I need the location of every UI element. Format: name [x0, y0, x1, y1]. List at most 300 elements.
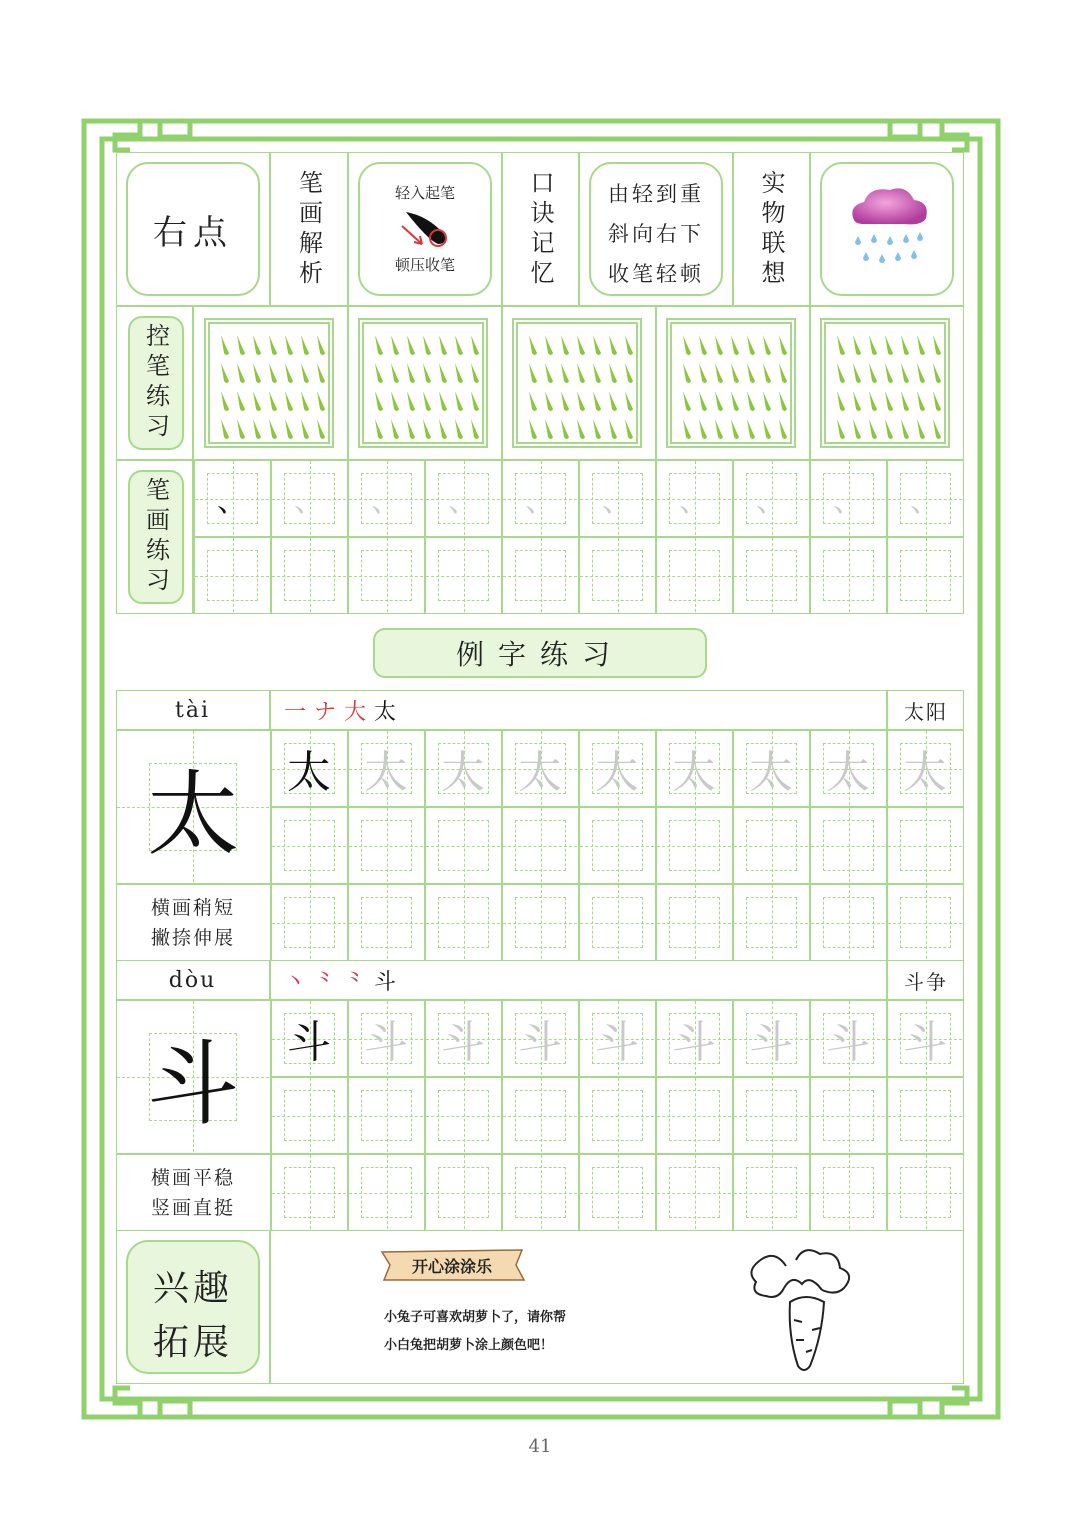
character-writing-cell[interactable]: [502, 1077, 579, 1154]
rain-stroke-mark: [837, 335, 845, 355]
rain-stroke-mark: [391, 335, 399, 355]
rain-stroke-mark: [317, 335, 325, 355]
rain-stroke-mark: [439, 363, 447, 383]
character-writing-cell[interactable]: [579, 1000, 656, 1077]
rain-stroke-mark: [683, 335, 691, 355]
rain-stroke-mark: [609, 419, 617, 439]
rain-stroke-pattern: [825, 323, 945, 443]
stroke-writing-cell[interactable]: [810, 537, 887, 614]
character-writing-cell[interactable]: [810, 807, 887, 884]
rain-stroke-mark: [285, 335, 293, 355]
writing-tip-line: 撇捺伸展: [150, 927, 235, 949]
stroke-writing-cell[interactable]: [656, 460, 733, 537]
trace-character: 斗: [903, 1017, 947, 1068]
rain-stroke-mark: [747, 419, 755, 439]
character-writing-cell[interactable]: [579, 807, 656, 884]
stroke-order-step: 斗: [374, 970, 397, 995]
rain-stroke-mark: [577, 335, 585, 355]
trace-character: 斗: [595, 1017, 639, 1068]
rain-stroke-mark: [301, 363, 309, 383]
rain-stroke-mark: [423, 419, 431, 439]
character-writing-cell[interactable]: [502, 1000, 579, 1077]
stroke-order-step: ナ: [314, 700, 337, 725]
rain-stroke-mark: [545, 363, 553, 383]
character-writing-cell[interactable]: [579, 884, 656, 961]
rain-cloud-icon: [844, 182, 934, 278]
rain-stroke-mark: [561, 391, 569, 411]
example-header: 例字练习: [373, 628, 707, 678]
character-writing-cell[interactable]: [348, 1077, 425, 1154]
trace-stroke: 、: [525, 484, 555, 519]
rain-stroke-mark: [529, 391, 537, 411]
rain-stroke-mark: [375, 335, 383, 355]
association-label: 实物联想: [757, 170, 785, 290]
trace-character: 太: [595, 747, 639, 798]
character-writing-cell[interactable]: [887, 1154, 964, 1231]
character-writing-cell[interactable]: [733, 1000, 810, 1077]
rain-stroke-mark: [609, 335, 617, 355]
trace-character: 斗: [672, 1017, 716, 1068]
rain-stroke-mark: [625, 335, 633, 355]
mnemonic-line: 收笔轻顿: [608, 262, 704, 286]
rain-stroke-mark: [471, 391, 479, 411]
rain-stroke-mark: [625, 391, 633, 411]
character-writing-cell[interactable]: [579, 730, 656, 807]
trace-stroke: 、: [294, 484, 324, 519]
stroke-writing-cell[interactable]: [194, 460, 271, 537]
trace-character: 斗: [441, 1017, 485, 1068]
rain-stroke-mark: [455, 363, 463, 383]
rain-stroke-mark: [683, 419, 691, 439]
pinyin: dòu: [168, 967, 217, 993]
rain-stroke-mark: [317, 391, 325, 411]
stroke-writing-cell[interactable]: [348, 460, 425, 537]
writing-tip-line: 横画稍短: [150, 897, 235, 919]
rain-stroke-mark: [747, 363, 755, 383]
rain-stroke-mark: [625, 419, 633, 439]
character-writing-cell[interactable]: [271, 807, 348, 884]
model-character: 太: [146, 760, 239, 868]
character-writing-cell[interactable]: [425, 1154, 502, 1231]
rain-stroke-mark: [853, 335, 861, 355]
stroke-order-step: 太: [374, 700, 397, 725]
rain-stroke-mark: [237, 335, 245, 355]
stroke-writing-cell[interactable]: [656, 537, 733, 614]
rain-stroke-mark: [237, 363, 245, 383]
character-writing-cell[interactable]: [887, 730, 964, 807]
association-tile: [820, 162, 954, 296]
rain-stroke-mark: [439, 391, 447, 411]
rain-stroke-mark: [269, 335, 277, 355]
character-writing-cell[interactable]: [502, 1154, 579, 1231]
trace-character: 太: [672, 747, 716, 798]
rain-stroke-mark: [529, 363, 537, 383]
rain-stroke-mark: [731, 391, 739, 411]
stroke-writing-cell[interactable]: [887, 460, 964, 537]
rain-stroke-mark: [301, 335, 309, 355]
rain-stroke-mark: [779, 363, 787, 383]
model-character-small: 斗: [287, 1017, 331, 1068]
extension-label-line1: 兴趣: [152, 1268, 233, 1309]
character-writing-cell[interactable]: [810, 884, 887, 961]
page-number: 41: [528, 1436, 552, 1457]
rain-stroke-mark: [715, 363, 723, 383]
rain-stroke-mark: [471, 363, 479, 383]
rain-stroke-mark: [885, 391, 893, 411]
rain-stroke-mark: [285, 419, 293, 439]
rain-stroke-mark: [715, 335, 723, 355]
coloring-badge-text: 开心涂涂乐: [411, 1256, 492, 1276]
rain-stroke-mark: [577, 419, 585, 439]
control-pattern-box[interactable]: [358, 318, 488, 448]
rain-stroke-mark: [301, 391, 309, 411]
example-word: 斗争: [904, 969, 948, 994]
rain-stroke-mark: [853, 419, 861, 439]
character-writing-cell[interactable]: [425, 1077, 502, 1154]
rain-stroke-mark: [837, 363, 845, 383]
trace-character: 太: [364, 747, 408, 798]
rain-stroke-mark: [901, 419, 909, 439]
example-word: 太阳: [904, 699, 948, 724]
stroke-writing-cell[interactable]: [425, 537, 502, 614]
rain-stroke-mark: [715, 391, 723, 411]
stroke-start-note: 轻入起笔: [394, 184, 455, 202]
stroke-order-step: ⺀: [344, 970, 367, 995]
extension-instruction-2: 小白兔把胡萝卜涂上颜色吧！: [384, 1338, 554, 1353]
rain-stroke-mark: [593, 335, 601, 355]
character-writing-cell[interactable]: [656, 1000, 733, 1077]
rain-stroke-mark: [683, 363, 691, 383]
trace-character: 斗: [749, 1017, 793, 1068]
coloring-badge: [376, 1246, 528, 1284]
extension-instruction-1: 小兔子可喜欢胡萝卜了，请你帮: [384, 1310, 567, 1325]
model-character-small: 太: [287, 747, 331, 798]
stroke-writing-cell[interactable]: [887, 537, 964, 614]
rain-stroke-mark: [625, 363, 633, 383]
extension-label-tile: [126, 1240, 260, 1374]
rain-stroke-mark: [221, 391, 229, 411]
rain-stroke-mark: [529, 335, 537, 355]
rain-stroke-mark: [375, 419, 383, 439]
trace-character: 斗: [364, 1017, 408, 1068]
rain-stroke-mark: [471, 419, 479, 439]
carrot-icon: [744, 1244, 864, 1378]
rain-stroke-mark: [529, 419, 537, 439]
rain-stroke-mark: [407, 419, 415, 439]
character-writing-cell[interactable]: [502, 807, 579, 884]
character-writing-cell[interactable]: [656, 730, 733, 807]
rain-stroke-mark: [699, 335, 707, 355]
rain-stroke-mark: [375, 363, 383, 383]
character-writing-cell[interactable]: [502, 884, 579, 961]
trace-character: 斗: [518, 1017, 562, 1068]
rain-stroke-mark: [837, 419, 845, 439]
stroke-name: 右点: [153, 212, 233, 253]
character-writing-cell[interactable]: [733, 730, 810, 807]
rain-stroke-mark: [301, 419, 309, 439]
rain-stroke-mark: [917, 363, 925, 383]
rain-stroke-mark: [731, 419, 739, 439]
character-writing-cell[interactable]: [810, 1154, 887, 1231]
rain-stroke-mark: [423, 363, 431, 383]
rain-stroke-mark: [593, 391, 601, 411]
rain-stroke-mark: [253, 419, 261, 439]
rain-stroke-mark: [731, 335, 739, 355]
trace-character: 太: [826, 747, 870, 798]
pinyin: tài: [175, 697, 210, 723]
rain-stroke-mark: [423, 391, 431, 411]
rain-stroke-mark: [699, 363, 707, 383]
character-writing-cell[interactable]: [348, 884, 425, 961]
rain-stroke-mark: [917, 335, 925, 355]
trace-character: 太: [749, 747, 793, 798]
rain-stroke-mark: [869, 363, 877, 383]
model-character-cell: [116, 1000, 271, 1154]
rain-stroke-mark: [747, 335, 755, 355]
character-writing-cell[interactable]: [271, 884, 348, 961]
rain-stroke-mark: [699, 391, 707, 411]
rain-stroke-mark: [869, 391, 877, 411]
character-writing-cell[interactable]: [733, 1154, 810, 1231]
rain-stroke-mark: [763, 363, 771, 383]
rain-stroke-mark: [779, 391, 787, 411]
stroke-writing-cell[interactable]: [194, 537, 271, 614]
rain-stroke-pattern: [363, 323, 483, 443]
rain-stroke-mark: [593, 363, 601, 383]
rain-stroke-mark: [933, 363, 941, 383]
rain-stroke-mark: [285, 363, 293, 383]
stroke-writing-cell[interactable]: [579, 537, 656, 614]
rain-stroke-mark: [253, 391, 261, 411]
control-pattern-box[interactable]: [666, 318, 796, 448]
rain-stroke-mark: [917, 391, 925, 411]
rain-stroke-mark: [253, 335, 261, 355]
stroke-name-tile: [126, 162, 260, 296]
rain-stroke-mark: [455, 419, 463, 439]
rain-stroke-mark: [237, 391, 245, 411]
character-writing-cell[interactable]: [348, 1154, 425, 1231]
mnemonic-tile: [589, 162, 723, 296]
rain-stroke-mark: [885, 363, 893, 383]
stroke-order-step: ⺀: [314, 970, 337, 995]
rain-stroke-mark: [391, 363, 399, 383]
analysis-label: 笔画解析: [294, 170, 323, 290]
rain-stroke-mark: [471, 335, 479, 355]
rain-stroke-mark: [869, 335, 877, 355]
rain-stroke-mark: [391, 391, 399, 411]
stroke-writing-cell[interactable]: [271, 460, 348, 537]
trace-stroke: 、: [833, 484, 863, 519]
trace-stroke: 、: [756, 484, 786, 519]
rain-stroke-mark: [285, 391, 293, 411]
trace-stroke: 、: [602, 484, 632, 519]
rain-stroke-mark: [317, 363, 325, 383]
model-character: 斗: [146, 1030, 239, 1138]
rain-stroke-mark: [837, 391, 845, 411]
rain-stroke-mark: [609, 391, 617, 411]
rain-stroke-mark: [901, 363, 909, 383]
stroke-end-note: 顿压收笔: [394, 256, 455, 274]
trace-character: 斗: [826, 1017, 870, 1068]
rain-stroke-mark: [577, 391, 585, 411]
control-practice-label: 控笔练习: [128, 316, 184, 450]
rain-stroke-mark: [763, 419, 771, 439]
character-writing-cell[interactable]: [425, 730, 502, 807]
trace-stroke: 、: [371, 484, 401, 519]
writing-tip-line: 横画平稳: [150, 1167, 235, 1189]
mnemonic-line: 由轻到重: [608, 182, 704, 206]
rain-stroke-mark: [933, 419, 941, 439]
mnemonic-label: 口诀记忆: [526, 170, 554, 290]
stroke-practice-label: 笔画练习: [128, 470, 184, 604]
rain-stroke-mark: [439, 419, 447, 439]
rain-stroke-mark: [609, 363, 617, 383]
character-writing-cell[interactable]: [733, 1077, 810, 1154]
character-writing-cell[interactable]: [656, 1077, 733, 1154]
character-writing-cell[interactable]: [656, 1154, 733, 1231]
rain-stroke-mark: [577, 363, 585, 383]
rain-stroke-mark: [763, 335, 771, 355]
rain-stroke-mark: [901, 391, 909, 411]
rain-stroke-mark: [221, 419, 229, 439]
character-writing-cell[interactable]: [271, 1077, 348, 1154]
rain-stroke-mark: [683, 391, 691, 411]
writing-tips: [116, 884, 271, 961]
rain-stroke-mark: [407, 363, 415, 383]
stroke-writing-cell[interactable]: [502, 537, 579, 614]
trace-character: 太: [903, 747, 947, 798]
rain-stroke-pattern: [209, 323, 329, 443]
rain-stroke-mark: [407, 335, 415, 355]
rain-stroke-mark: [545, 419, 553, 439]
character-writing-cell[interactable]: [810, 1000, 887, 1077]
character-writing-cell[interactable]: [887, 1077, 964, 1154]
rain-stroke-mark: [885, 335, 893, 355]
rain-stroke-mark: [853, 391, 861, 411]
writing-tip-line: 竖画直挺: [150, 1197, 235, 1219]
rain-stroke-mark: [917, 419, 925, 439]
character-writing-cell[interactable]: [579, 1154, 656, 1231]
rain-stroke-mark: [593, 419, 601, 439]
rain-stroke-mark: [933, 335, 941, 355]
trace-stroke: 、: [910, 484, 940, 519]
character-writing-cell[interactable]: [425, 807, 502, 884]
stroke-writing-cell[interactable]: [271, 537, 348, 614]
stroke-writing-cell[interactable]: [810, 460, 887, 537]
rain-stroke-mark: [933, 391, 941, 411]
character-writing-cell[interactable]: [425, 1000, 502, 1077]
model-character-cell: [116, 730, 271, 884]
control-pattern-box[interactable]: [512, 318, 642, 448]
rain-stroke-mark: [715, 419, 723, 439]
writing-tips: [116, 1154, 271, 1231]
character-writing-cell[interactable]: [733, 807, 810, 884]
rain-stroke-mark: [375, 391, 383, 411]
rain-stroke-mark: [269, 363, 277, 383]
rain-stroke-mark: [885, 419, 893, 439]
rain-stroke-mark: [853, 363, 861, 383]
character-writing-cell[interactable]: [348, 1000, 425, 1077]
rain-stroke-mark: [391, 419, 399, 439]
trace-character: 太: [518, 747, 562, 798]
rain-stroke-mark: [269, 391, 277, 411]
character-writing-cell[interactable]: [271, 1000, 348, 1077]
stroke-writing-cell[interactable]: [502, 460, 579, 537]
rain-stroke-mark: [317, 419, 325, 439]
character-writing-cell[interactable]: [271, 1154, 348, 1231]
rain-stroke-mark: [561, 419, 569, 439]
character-writing-cell[interactable]: [656, 884, 733, 961]
rain-stroke-mark: [747, 391, 755, 411]
stroke-writing-cell[interactable]: [425, 460, 502, 537]
character-writing-cell[interactable]: [579, 1077, 656, 1154]
mnemonic-line: 斜向右下: [608, 222, 704, 246]
rain-stroke-mark: [545, 391, 553, 411]
rain-stroke-pattern: [517, 323, 637, 443]
stroke-writing-cell[interactable]: [733, 460, 810, 537]
rain-stroke-mark: [545, 335, 553, 355]
character-writing-cell[interactable]: [887, 807, 964, 884]
rain-stroke-mark: [455, 391, 463, 411]
trace-stroke: 、: [448, 484, 478, 519]
rain-stroke-mark: [561, 363, 569, 383]
trace-character: 太: [441, 747, 485, 798]
rain-stroke-mark: [869, 419, 877, 439]
rain-stroke-mark: [779, 419, 787, 439]
rain-stroke-mark: [221, 363, 229, 383]
rain-stroke-mark: [407, 391, 415, 411]
rain-stroke-mark: [901, 335, 909, 355]
rain-stroke-mark: [423, 335, 431, 355]
character-writing-cell[interactable]: [810, 1077, 887, 1154]
stroke-writing-cell[interactable]: [733, 537, 810, 614]
stroke-writing-cell[interactable]: [348, 537, 425, 614]
rain-stroke-mark: [221, 335, 229, 355]
character-writing-cell[interactable]: [887, 1000, 964, 1077]
rain-stroke-mark: [269, 419, 277, 439]
stroke-order-step: 一: [284, 700, 307, 725]
control-pattern-box[interactable]: [820, 318, 950, 448]
rain-stroke-mark: [237, 419, 245, 439]
rain-stroke-pattern: [671, 323, 791, 443]
rain-stroke-mark: [561, 335, 569, 355]
rain-stroke-mark: [439, 335, 447, 355]
rain-stroke-mark: [253, 363, 261, 383]
right-dot-stroke-icon: [398, 206, 458, 256]
character-writing-cell[interactable]: [810, 730, 887, 807]
trace-stroke: 、: [679, 484, 709, 519]
rain-stroke-mark: [699, 419, 707, 439]
character-writing-cell[interactable]: [425, 884, 502, 961]
rain-stroke-mark: [455, 335, 463, 355]
character-writing-cell[interactable]: [271, 730, 348, 807]
stroke-order-step: 丶: [284, 970, 307, 995]
character-writing-cell[interactable]: [348, 807, 425, 884]
stroke-diagram-tile: [358, 162, 492, 296]
stroke-writing-cell[interactable]: [579, 460, 656, 537]
rain-stroke-mark: [779, 335, 787, 355]
character-writing-cell[interactable]: [887, 884, 964, 961]
rain-stroke-mark: [763, 391, 771, 411]
rain-stroke-mark: [731, 363, 739, 383]
extension-label-line2: 拓展: [152, 1322, 233, 1363]
control-pattern-box[interactable]: [204, 318, 334, 448]
character-writing-cell[interactable]: [348, 730, 425, 807]
character-writing-cell[interactable]: [502, 730, 579, 807]
character-writing-cell[interactable]: [656, 807, 733, 884]
model-stroke: 、: [217, 484, 247, 519]
character-writing-cell[interactable]: [733, 884, 810, 961]
